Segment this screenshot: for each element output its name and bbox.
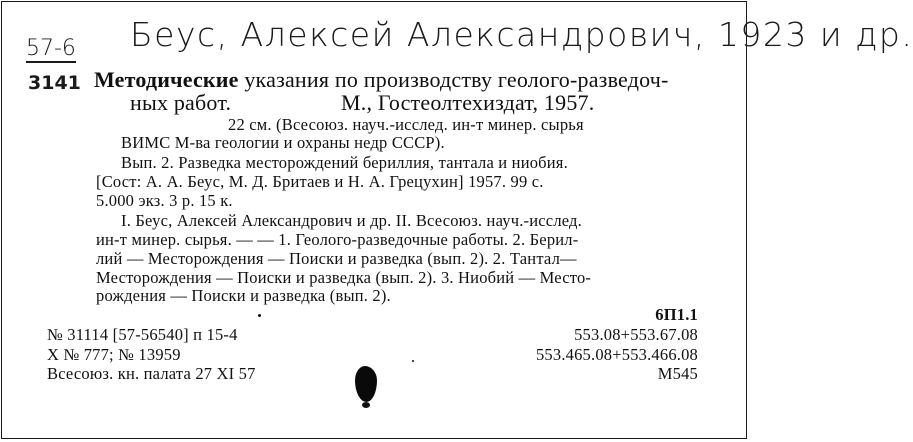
udc-index: 553.08+553.67.08 xyxy=(574,325,698,344)
ink-speck xyxy=(258,314,261,317)
chamber-stamp: Всесоюз. кн. палата 27 XI 57 xyxy=(47,364,256,383)
title-line-2: ных работ. xyxy=(130,90,232,115)
order-number: Х № 777; № 13959 xyxy=(47,345,181,364)
udc-index: 553.465.08+553.466.08 xyxy=(535,345,698,364)
tracing-line: рождения — Поиски и разведка (вып. 2). xyxy=(96,286,391,305)
call-number: 57-6 xyxy=(26,36,76,61)
description-line: [Сост: А. А. Беус, М. Д. Бритаев и Н. А. Грецухин] 1957. 99 с. xyxy=(96,172,544,191)
title-line-1 xyxy=(94,69,669,91)
ink-blot-tail xyxy=(362,402,370,408)
imprint: М., Гостеолтехиздат, 1957. xyxy=(341,90,595,115)
description-line: ВИМС М-ва геологии и охраны недр СССР). xyxy=(121,133,445,152)
title-rest: указания по производству геолого-разведоч- xyxy=(244,67,669,92)
description-line: Вып. 2. Разведка месторождений бериллия, тантала и ниобия. xyxy=(121,153,568,172)
tracing-line: I. Беус, Алексей Александрович и др. II. Всесоюз. науч.-исслед. xyxy=(121,211,582,230)
tracing-line: ин-т минер. сырья. — — 1. Геолого-разведочные работы. 2. Берил- xyxy=(96,230,579,249)
tracing-line: Месторождения — Поиски и разведка (вып. 2). 3. Ниобий — Место- xyxy=(96,268,592,287)
title-bold: Методические xyxy=(94,67,239,92)
entry-number: 3141 xyxy=(28,72,81,94)
classification-code: 6П1.1 xyxy=(655,305,698,324)
tracing-line: лий — Месторождения — Поиски и разведка (вып. 2). 2. Тантал— xyxy=(96,249,577,268)
author-mark: М545 xyxy=(657,364,698,383)
card-number: № 31114 [57-56540] п 15-4 xyxy=(47,325,238,344)
description-line: 5.000 экз. 3 р. 15 к. xyxy=(96,191,233,210)
ink-speck xyxy=(412,360,414,362)
description-line: 22 см. (Всесоюз. науч.-исслед. ин-т минер. сырья xyxy=(228,115,584,134)
handwritten-author: Беус, Алексей Александрович, 1923 и др. xyxy=(130,15,913,54)
